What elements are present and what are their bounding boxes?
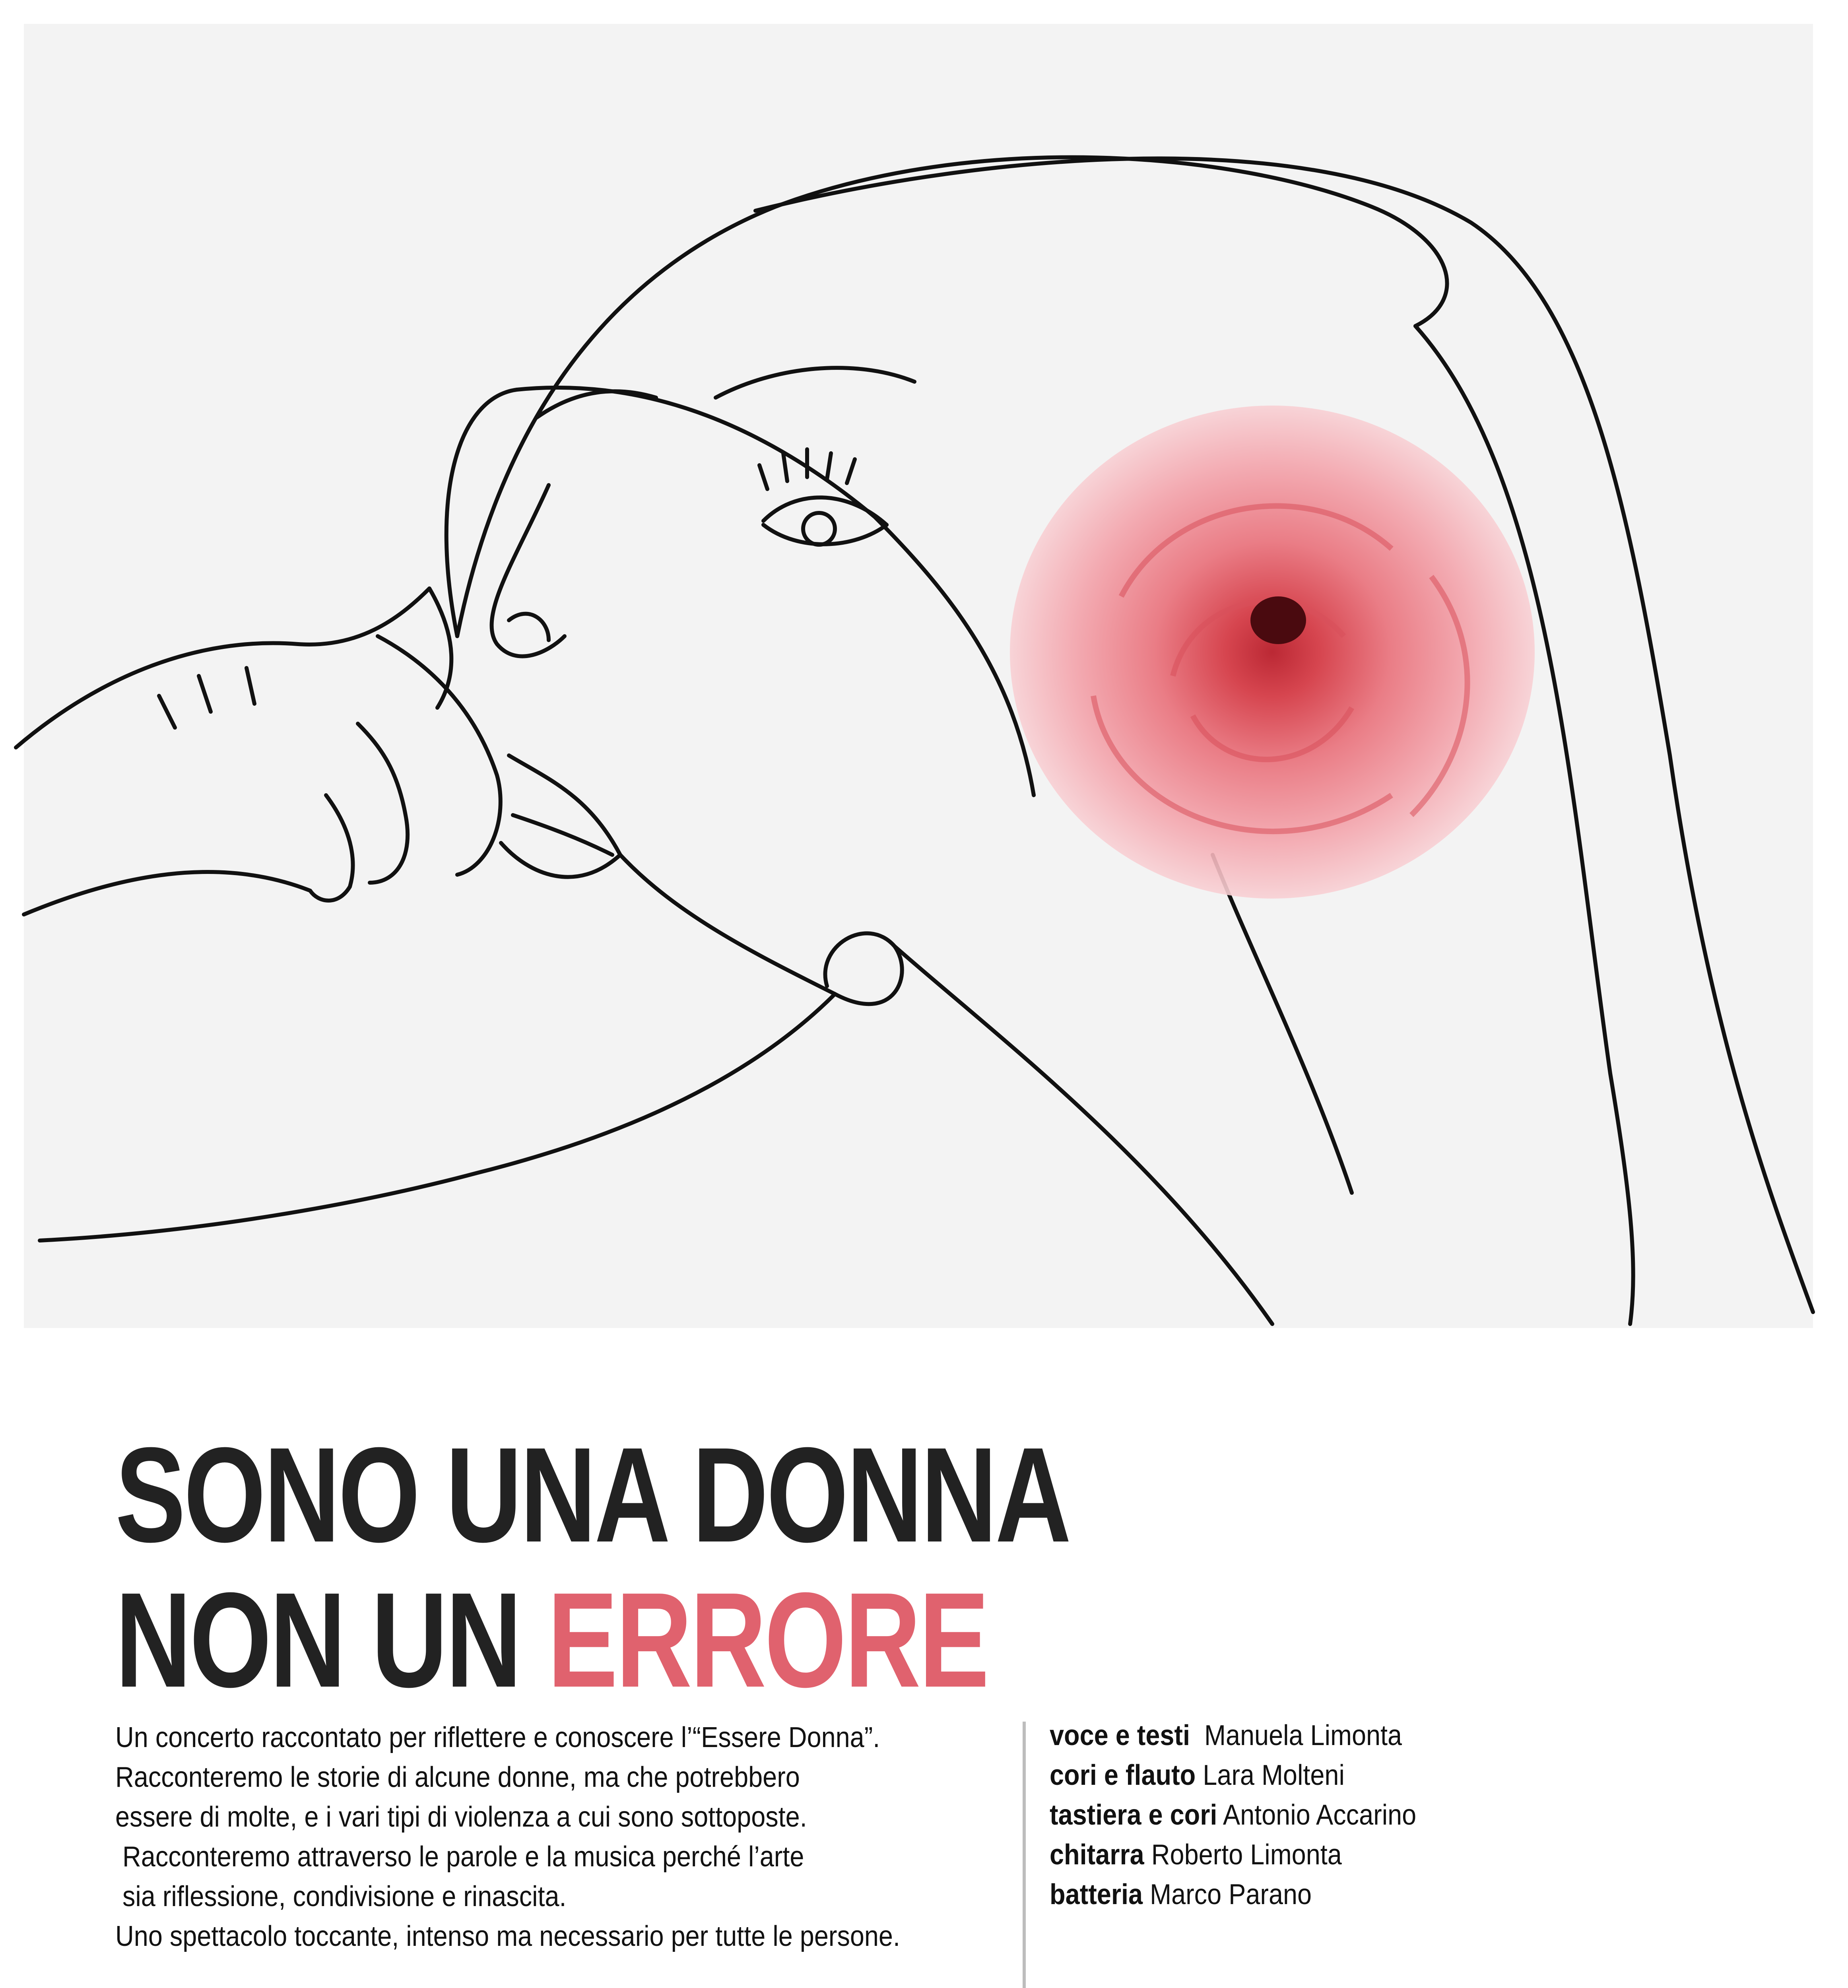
cast-role: batteria (1050, 1879, 1143, 1910)
description-line: essere di molte, e i vari tipi di violenza a cui sono sottoposte. (115, 1801, 807, 1833)
cast-role: cori e flauto (1050, 1759, 1196, 1791)
column-divider (1023, 1722, 1026, 1988)
description-line: Racconteremo attraverso le parole e la musica perché l’arte (115, 1841, 804, 1873)
cast-name: Marco Parano (1143, 1879, 1312, 1910)
event-description (115, 1718, 938, 1956)
cast-list (1050, 1716, 1416, 1914)
description-line: Racconteremo le storie di alcune donne, ma che potrebbero (115, 1761, 800, 1793)
poster-title-line1: SONO UNA DONNA (115, 1419, 1070, 1571)
description-line: Un concerto raccontato per riflettere e conoscere l’“Essere Donna”. (115, 1722, 880, 1753)
cast-item (1050, 1755, 1416, 1795)
rose-icon (1010, 406, 1535, 899)
description-line: sia riflessione, condivisione e rinascita. (115, 1881, 567, 1912)
cast-role: chitarra (1050, 1839, 1144, 1871)
cast-item (1050, 1795, 1416, 1835)
poster-title-line2 (115, 1565, 988, 1716)
cast-name: Antonio Accarino (1217, 1799, 1417, 1831)
title-prefix: NON UN (115, 1565, 547, 1716)
cast-item (1050, 1875, 1416, 1914)
description-line: Uno spettacolo toccante, intenso ma necessario per tutte le persone. (115, 1920, 900, 1952)
cast-item (1050, 1716, 1416, 1755)
cast-role: tastiera e cori (1050, 1799, 1217, 1831)
cast-name: Roberto Limonta (1144, 1839, 1342, 1871)
cast-name: Lara Molteni (1196, 1759, 1345, 1791)
cast-item (1050, 1835, 1416, 1875)
cast-name: Manuela Limonta (1190, 1720, 1402, 1751)
title-accent-word: ERRORE (547, 1565, 988, 1716)
cast-role: voce e testi (1050, 1720, 1190, 1751)
